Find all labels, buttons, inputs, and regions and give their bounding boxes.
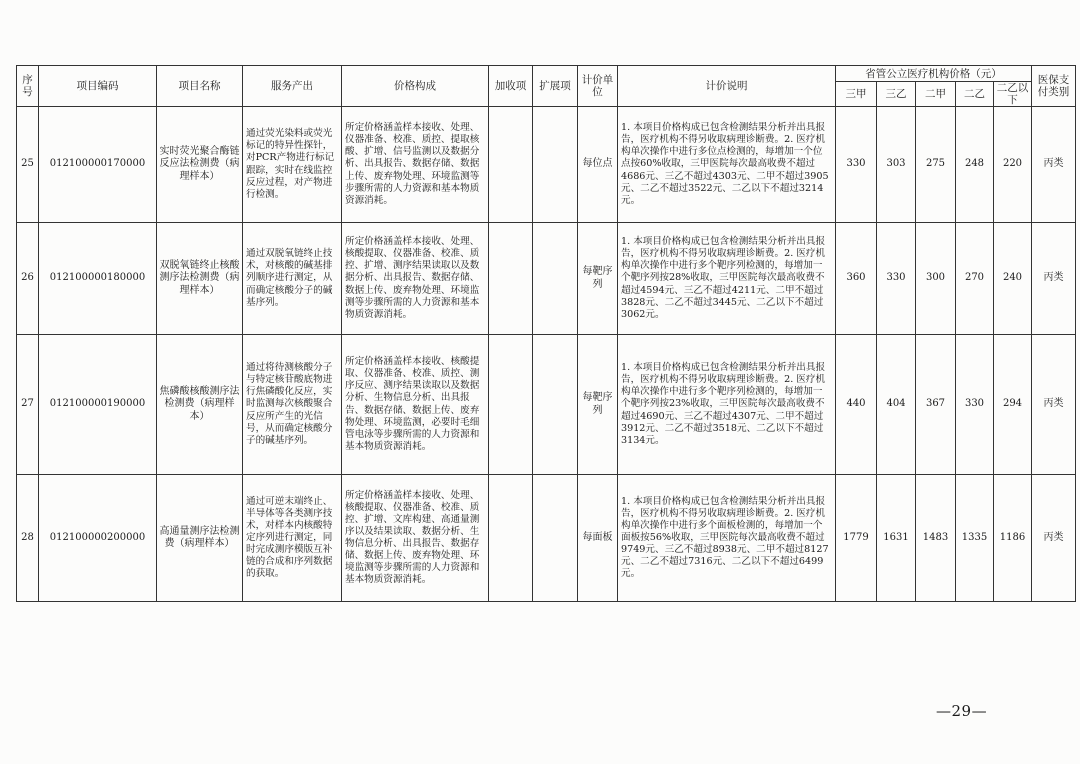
row-note: 1. 本项目价格构成已包含检测结果分析并出具报告，医疗机构不得另收取病理诊断费。2. 医疗机构单次操作中进行多个面板检测的，每增加一个面板按56%收取，三甲医院每次最高收费不超过9749元、三乙不超过8938元、二甲不超过8127元、二乙不超过7316元、二乙以下不超过6499元。 <box>618 475 836 602</box>
header-extra: 加收项 <box>489 66 533 107</box>
row-price-2b: 270 <box>956 223 994 335</box>
header-composition: 价格构成 <box>342 66 489 107</box>
row-composition: 所定价格涵盖样本接收、处理、核酸提取、仪器准备、校准、质控、扩增、测序结果读取以及数据分析、出具报告、数据存储、数据上传、废弃物处理、环境监测等步骤所需的人力资源和基本物质资源消耗。 <box>342 223 489 335</box>
row-code: 012100000180000 <box>39 223 157 335</box>
row-note: 1. 本项目价格构成已包含检测结果分析并出具报告，医疗机构不得另收取病理诊断费。2. 医疗机构单次操作中进行多位点检测的，每增加一个位点按60%收取，三甲医院每次最高收费不超过4686元、三乙不超过4303元、二甲不超过3905元、二乙不超过3522元、二乙以下不超过3214元。 <box>618 107 836 223</box>
row-expansion <box>533 475 578 602</box>
row-price-3a: 330 <box>836 107 877 223</box>
row-expansion <box>533 223 578 335</box>
row-name: 高通量测序法检测费（病理样本） <box>157 475 243 602</box>
header-unit: 计价单位 <box>578 66 618 107</box>
row-price-below-2b: 1186 <box>994 475 1032 602</box>
row-expansion <box>533 107 578 223</box>
header-price-group: 省管公立医疗机构价格（元） <box>836 66 1032 82</box>
row-seq: 26 <box>17 223 39 335</box>
row-price-below-2b: 220 <box>994 107 1032 223</box>
row-price-2a: 275 <box>916 107 956 223</box>
row-price-2a: 300 <box>916 223 956 335</box>
price-table-sheet <box>16 65 1070 602</box>
row-seq: 28 <box>17 475 39 602</box>
row-extra <box>489 335 533 475</box>
row-seq: 25 <box>17 107 39 223</box>
row-price-below-2b: 294 <box>994 335 1032 475</box>
row-price-3a: 360 <box>836 223 877 335</box>
row-composition: 所定价格涵盖样本接收、处理、仪器准备、校准、质控、提取核酸、扩增、信号监测以及数据分析、出具报告、数据存储、数据上传、废弃物处理、环境监测等步骤所需的人力资源和基本物质资源消耗。 <box>342 107 489 223</box>
table-row <box>17 223 1076 335</box>
row-price-3b: 330 <box>877 223 916 335</box>
row-extra <box>489 475 533 602</box>
row-code: 012100000170000 <box>39 107 157 223</box>
header-level-below-2b: 二乙以下 <box>994 82 1032 107</box>
table-row <box>17 335 1076 475</box>
row-insurance: 丙类 <box>1032 475 1076 602</box>
row-price-3a: 440 <box>836 335 877 475</box>
row-name: 实时荧光聚合酶链反应法检测费（病理样本） <box>157 107 243 223</box>
row-price-2b: 1335 <box>956 475 994 602</box>
row-unit: 每面板 <box>578 475 618 602</box>
row-price-3b: 1631 <box>877 475 916 602</box>
row-composition: 所定价格涵盖样本接收、核酸提取、仪器准备、校准、质控、测序反应、测序结果读取以及数据分析、生物信息分析、出具报告、数据存储、数据上传、废弃物处理、环境监测，必要时毛细管电泳等步骤所需的人力资源和基本物质资源消耗。 <box>342 335 489 475</box>
row-insurance: 丙类 <box>1032 107 1076 223</box>
row-price-below-2b: 240 <box>994 223 1032 335</box>
row-price-2b: 248 <box>956 107 994 223</box>
header-level-3a: 三甲 <box>836 82 877 107</box>
row-name: 焦磷酸核酸测序法检测费（病理样本） <box>157 335 243 475</box>
table-row <box>17 107 1076 223</box>
header-level-3b: 三乙 <box>877 82 916 107</box>
page-number: —29— <box>936 702 988 720</box>
header-code: 项目编码 <box>39 66 157 107</box>
row-price-2b: 330 <box>956 335 994 475</box>
header-seq: 序号 <box>17 66 39 107</box>
header-note: 计价说明 <box>618 66 836 107</box>
row-price-2a: 1483 <box>916 475 956 602</box>
row-expansion <box>533 335 578 475</box>
header-output: 服务产出 <box>243 66 342 107</box>
table-row <box>17 475 1076 602</box>
row-code: 012100000200000 <box>39 475 157 602</box>
row-composition: 所定价格涵盖样本接收、处理、核酸提取、仪器准备、校准、质控、扩增、文库构建、高通量测序以及结果读取、数据分析、生物信息分析、出具报告、数据存储、数据上传、废弃物处理、环境监测等步骤所需的人力资源和基本物质资源消耗。 <box>342 475 489 602</box>
row-unit: 每位点 <box>578 107 618 223</box>
row-extra <box>489 223 533 335</box>
header-insurance: 医保支付类别 <box>1032 66 1076 107</box>
row-output: 通过双脱氧链终止技术，对核酸的碱基排列顺序进行测定，从而确定核酸分子的碱基序列。 <box>243 223 342 335</box>
row-name: 双脱氧链终止核酸测序法检测费（病理样本） <box>157 223 243 335</box>
row-output: 通过荧光染料或荧光标记的特异性探针，对PCR产物进行标记跟踪，实时在线监控反应过程，对产物进行检测。 <box>243 107 342 223</box>
row-note: 1. 本项目价格构成已包含检测结果分析并出具报告，医疗机构不得另收取病理诊断费。2. 医疗机构单次操作中进行多个靶序列检测的，每增加一个靶序列按28%收取，三甲医院每次最高收费不超过4594元、三乙不超过4211元、二甲不超过3828元、二乙不超过3445元、二乙以下不超过3062元。 <box>618 223 836 335</box>
price-table <box>16 65 1076 602</box>
row-note: 1. 本项目价格构成已包含检测结果分析并出具报告，医疗机构不得另收取病理诊断费。2. 医疗机构单次操作中进行多个靶序列检测的，每增加一个靶序列按23%收取，三甲医院每次最高收费不超过4690元、三乙不超过4307元、二甲不超过3912元、二乙不超过3518元、二乙以下不超过3134元。 <box>618 335 836 475</box>
header-name: 项目名称 <box>157 66 243 107</box>
row-insurance: 丙类 <box>1032 223 1076 335</box>
row-unit: 每靶序列 <box>578 335 618 475</box>
header-expansion: 扩展项 <box>533 66 578 107</box>
row-price-3a: 1779 <box>836 475 877 602</box>
row-unit: 每靶序列 <box>578 223 618 335</box>
row-price-3b: 303 <box>877 107 916 223</box>
row-code: 012100000190000 <box>39 335 157 475</box>
row-output: 通过将待测核酸分子与特定核苷酸底物进行焦磷酸化反应，实时监测每次核酸聚合反应所产生的光信号，从而确定核酸分子的碱基序列。 <box>243 335 342 475</box>
row-output: 通过可逆末端终止、半导体等各类测序技术，对样本内核酸特定序列进行测定，同时完成测序模版互补链的合成和序列数据的获取。 <box>243 475 342 602</box>
row-seq: 27 <box>17 335 39 475</box>
row-price-3b: 404 <box>877 335 916 475</box>
row-extra <box>489 107 533 223</box>
header-level-2b: 二乙 <box>956 82 994 107</box>
header-level-2a: 二甲 <box>916 82 956 107</box>
row-price-2a: 367 <box>916 335 956 475</box>
row-insurance: 丙类 <box>1032 335 1076 475</box>
